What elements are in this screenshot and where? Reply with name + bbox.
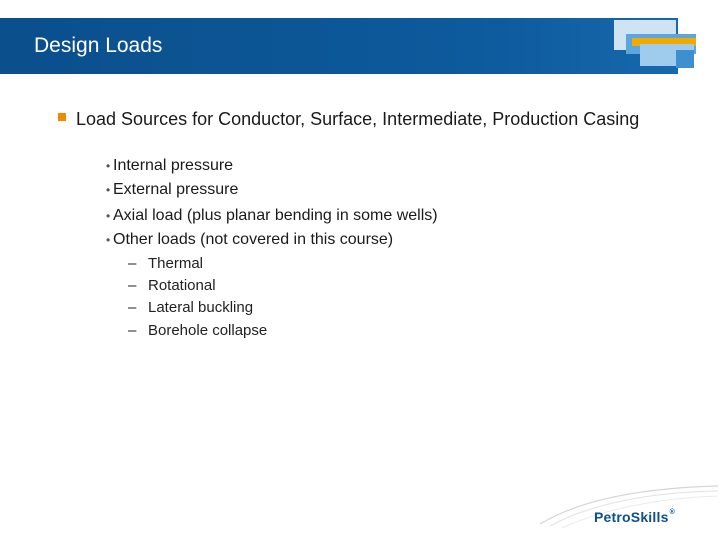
dash-bullet-icon: – — [128, 255, 137, 272]
square-bullet-icon — [58, 113, 66, 121]
main-bullet-text: Load Sources for Conductor, Surface, Intermediate, Production Casing — [76, 109, 640, 129]
trademark-mark: ® — [669, 509, 675, 516]
nested-item-text: Borehole collapse — [148, 322, 268, 339]
bullet-icon: • — [106, 233, 111, 247]
sub-bullet-text: Other loads (not covered in this course) — [113, 231, 394, 248]
bullet-icon: • — [106, 183, 111, 197]
dash-bullet-icon: – — [128, 299, 137, 316]
sub-bullet — [106, 180, 238, 200]
dash-bullet-icon: – — [128, 322, 137, 339]
sub-bullet — [106, 156, 233, 176]
sub-bullet-text: External pressure — [113, 181, 239, 198]
nested-item — [128, 276, 216, 295]
nested-item-text: Rotational — [148, 277, 216, 294]
bullet-icon: • — [106, 209, 111, 223]
sub-bullet-text: Axial load (plus planar bending in some wells) — [113, 207, 438, 224]
nested-item-text: Lateral buckling — [148, 299, 254, 316]
petroskills-logo — [594, 509, 675, 525]
nested-item — [128, 298, 253, 317]
sub-bullet — [106, 206, 438, 226]
nested-item — [128, 321, 267, 340]
nested-item-text: Thermal — [148, 255, 204, 272]
slide-title: Design Loads — [34, 34, 163, 57]
logo-text: PetroSkills — [594, 509, 669, 525]
sub-bullet — [106, 230, 393, 250]
bullet-icon: • — [106, 159, 111, 173]
dash-bullet-icon: – — [128, 277, 137, 294]
sub-bullet-text: Internal pressure — [113, 157, 234, 174]
main-bullet — [58, 108, 658, 130]
nested-item — [128, 254, 203, 273]
